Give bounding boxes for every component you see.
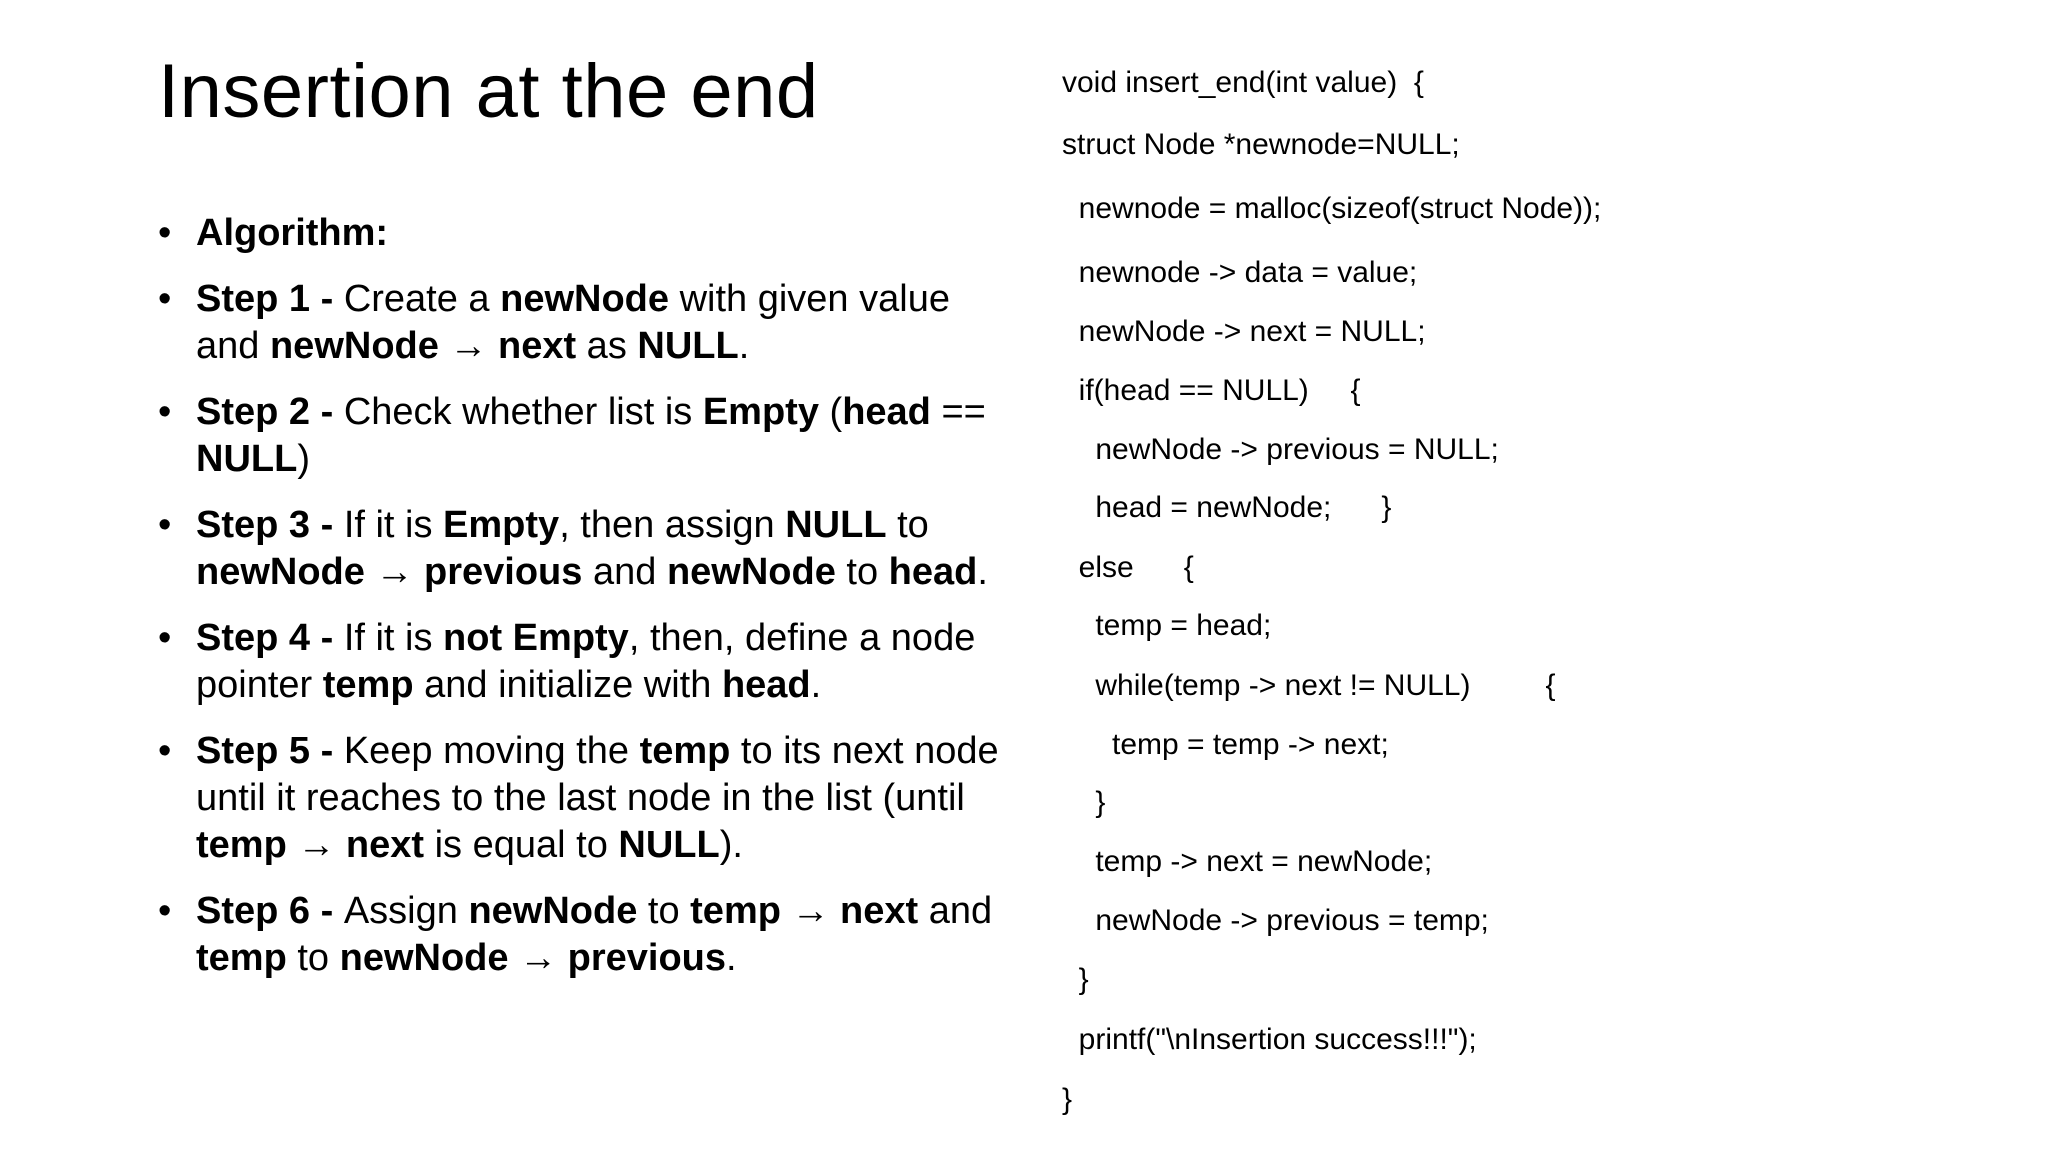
step-text: Check whether list is [343,391,703,433]
code-line: } [1062,1083,1073,1116]
bold-text: NULL [637,325,739,367]
code-line: temp = head; [1062,609,1272,642]
step-text: ) [297,438,310,480]
bold-text: temp [639,730,731,772]
step-text: to [286,937,340,979]
bold-text: newNode → previous [339,937,727,979]
code-line: void insert_end(int value) { [1062,66,1424,99]
step-text: and [918,890,993,932]
code-line: temp -> next = newNode; [1062,845,1433,878]
step-text: as [576,325,638,367]
code-line: temp = temp -> next; [1062,728,1389,761]
step-text: . [810,664,822,706]
code-line: printf("\nInsertion success!!!"); [1062,1023,1477,1056]
code-line: else { [1062,551,1194,584]
algorithm-step [158,615,1018,709]
bold-text: newNode → previous [196,551,583,593]
code-line: newNode -> next = NULL; [1062,315,1426,348]
bold-text: Step 4 - [196,617,344,659]
code-line: while(temp -> next != NULL) { [1062,669,1556,702]
bullet-icon: • [158,391,172,433]
algorithm-step [158,276,1018,370]
bold-text: not Empty [443,617,629,659]
step-text: . [738,325,750,367]
step-text: to [835,551,889,593]
step-text: and initialize with [413,664,722,706]
step-text: Keep moving the [343,730,640,772]
step-text: If it is [343,617,444,659]
bold-text: newNode [500,278,670,320]
step-text: with given value and [196,278,950,367]
algorithm-step [158,502,1018,596]
step-text: to [637,890,691,932]
step-text: to [886,504,929,546]
step-text: If it is [343,504,444,546]
bold-text: temp [322,664,414,706]
bold-text: head [721,664,811,706]
code-line: struct Node *newnode=NULL; [1062,128,1460,161]
bold-text: NULL [785,504,887,546]
step-text: to its next node until it reaches to the last node in the list (until [196,730,999,819]
bullet-icon: • [158,890,172,932]
code-line: newnode -> data = value; [1062,256,1418,289]
step-text: , then, define a node pointer [196,617,976,706]
step-text: and [582,551,667,593]
code-line: } [1062,963,1089,996]
step-text: Assign [343,890,469,932]
bold-text: Step 2 - [196,391,344,433]
step-text: ( [818,391,843,433]
bullet-icon: • [158,617,172,659]
bold-text: newNode [468,890,638,932]
bold-text: Empty [443,504,560,546]
bold-text: Step 3 - [196,504,344,546]
bullet-icon: • [158,212,172,254]
algorithm-step [158,389,1018,483]
bullet-icon: • [158,730,172,772]
bold-text: temp [196,937,287,979]
bold-text: NULL [618,824,720,866]
bold-text: Step 1 - [196,278,344,320]
code-line: } [1062,786,1106,819]
step-text: is equal to [424,824,619,866]
algorithm-step [158,728,1018,869]
code-line: if(head == NULL) { [1062,374,1361,407]
bold-text: temp → next [196,824,425,866]
bold-text: newNode [666,551,836,593]
bullet-icon: • [158,278,172,320]
bold-text: NULL [196,438,298,480]
bold-text: Step 5 - [196,730,344,772]
step-text: ). [719,824,743,866]
bold-text: Empty [702,391,819,433]
step-text: . [977,551,988,593]
bold-text: newNode → next [269,325,577,367]
step-text: . [726,937,737,979]
bold-text: temp → next [690,890,919,932]
bold-text: Algorithm: [196,212,389,254]
bold-text: Step 6 - [196,890,344,932]
algorithm-step [158,210,1018,257]
step-text: Create a [343,278,501,320]
code-line: head = newNode; } [1062,491,1392,524]
bold-text: head [888,551,978,593]
code-line: newNode -> previous = temp; [1062,904,1489,937]
code-line: newnode = malloc(sizeof(struct Node)); [1062,192,1602,225]
bold-text: head [842,391,931,433]
algorithm-step [158,888,1018,982]
slide-title: Insertion at the end [158,49,819,134]
step-text: , then assign [559,504,786,546]
step-text: == [930,391,986,433]
algorithm-steps-list [158,210,1018,1001]
code-line: newNode -> previous = NULL; [1062,433,1499,466]
bullet-icon: • [158,504,172,546]
